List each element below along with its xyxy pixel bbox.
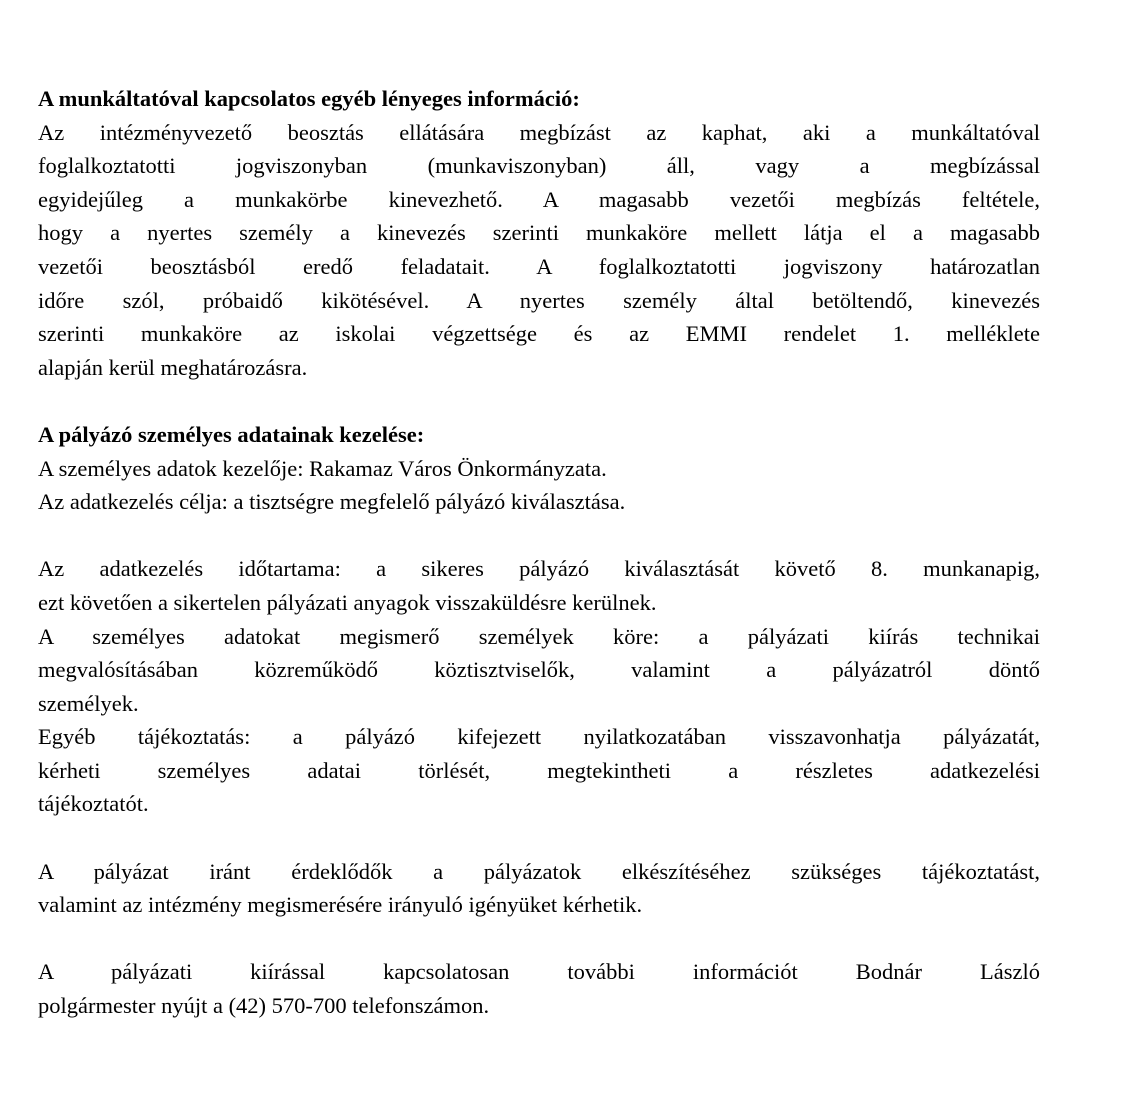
paragraph-employer-info: [38, 116, 1040, 385]
paragraph-data-duration: [38, 552, 1040, 619]
text-line: kérheti személyes adatai törlését, megtekintheti a részletes adatkezelési: [38, 757, 1040, 783]
text-line: egyidejűleg a munkakörbe kinevezhető. A magasabb vezetői megbízás feltétele,: [38, 186, 1040, 212]
paragraph-contact-info: [38, 955, 1040, 1022]
paragraph-other-information: [38, 720, 1040, 821]
text-line: A pályázati kiírással kapcsolatosan további információt Bodnár László: [38, 959, 1040, 985]
blank-line: [38, 519, 1040, 553]
section-heading-employer-info: A munkáltatóval kapcsolatos egyéb lényeges információ:: [38, 86, 580, 111]
paragraph-data-purpose: [38, 485, 1040, 519]
text-line: Az adatkezelés időtartama: a sikeres pályázó kiválasztását követő 8. munkanapig,: [38, 556, 1040, 582]
paragraph-applicant-inquiries: [38, 855, 1040, 922]
text-line: Az adatkezelés célja: a tisztségre megfelelő pályázó kiválasztása.: [38, 489, 626, 515]
text-line: tájékoztatót.: [38, 791, 149, 817]
text-line: személyek.: [38, 690, 139, 716]
text-line: megvalósításában közreműködő köztisztviselők, valamint a pályázatról döntő: [38, 657, 1040, 683]
text-line: foglalkoztatotti jogviszonyban (munkaviszonyban) áll, vagy a megbízással: [38, 153, 1040, 179]
paragraph-data-access: [38, 620, 1040, 721]
text-line: vezetői beosztásból eredő feladatait. A foglalkoztatotti jogviszony határozatlan: [38, 253, 1040, 279]
text-line: szerinti munkaköre az iskolai végzettsége és az EMMI rendelet 1. melléklete: [38, 321, 1040, 347]
document-page: [38, 82, 1040, 1023]
text-line: A személyes adatok kezelője: Rakamaz Város Önkormányzata.: [38, 455, 607, 481]
text-line: polgármester nyújt a (42) 570-700 telefonszámon.: [38, 993, 490, 1019]
text-line: Az intézményvezető beosztás ellátására megbízást az kaphat, aki a munkáltatóval: [38, 119, 1040, 145]
paragraph-data-controller: [38, 452, 1040, 486]
blank-line: [38, 384, 1040, 418]
text-line: hogy a nyertes személy a kinevezés szerinti munkaköre mellett látja el a magasabb: [38, 220, 1040, 246]
blank-line: [38, 821, 1040, 855]
text-line: Egyéb tájékoztatás: a pályázó kifejezett nyilatkozatában visszavonhatja pályázatát,: [38, 724, 1040, 750]
text-line: időre szól, próbaidő kikötésével. A nyertes személy által betöltendő, kinevezés: [38, 287, 1040, 313]
text-line: alapján kerül meghatározásra.: [38, 354, 308, 380]
text-line: valamint az intézmény megismerésére irányuló igényüket kérhetik.: [38, 892, 643, 918]
blank-line: [38, 922, 1040, 956]
text-line: A személyes adatokat megismerő személyek köre: a pályázati kiírás technikai: [38, 623, 1040, 649]
section-heading-personal-data: A pályázó személyes adatainak kezelése:: [38, 421, 425, 447]
text-line: A pályázat iránt érdeklődők a pályázatok elkészítéséhez szükséges tájékoztatást,: [38, 858, 1040, 884]
text-line: ezt követően a sikertelen pályázati anyagok visszaküldésre kerülnek.: [38, 589, 657, 615]
